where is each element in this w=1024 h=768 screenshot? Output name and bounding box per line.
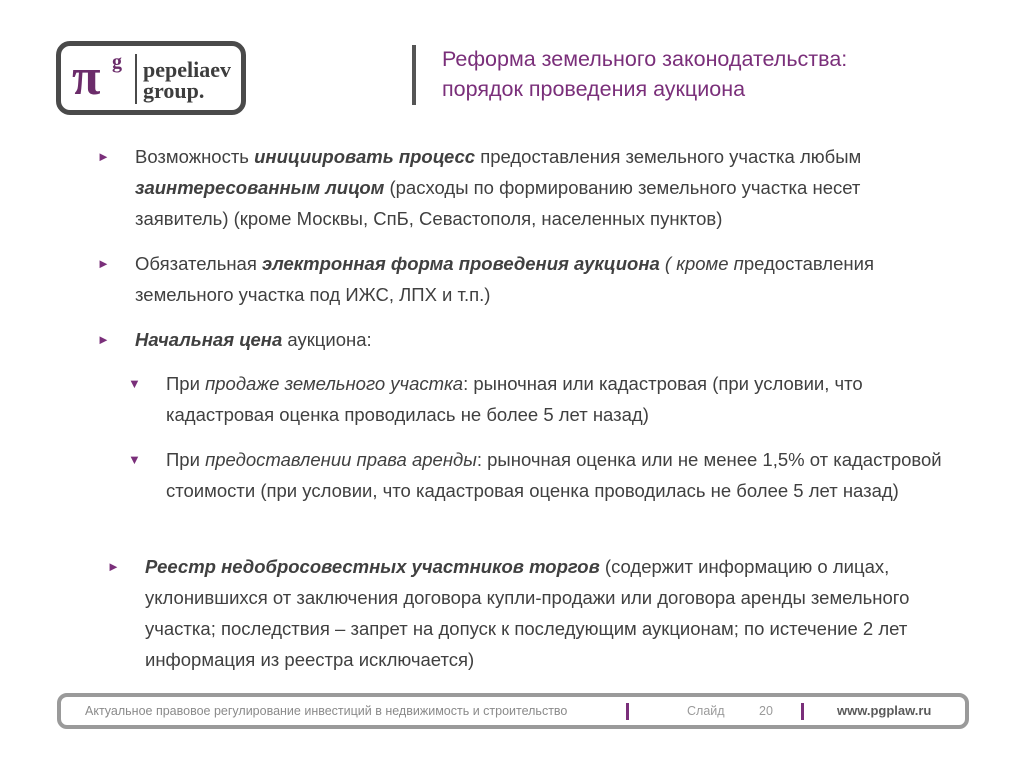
company-logo: [56, 41, 246, 115]
bullet-text: : рыночная или кадастровая (при условии, что кадастровая оценка проводилась не более 5 лет назад): [166, 373, 863, 425]
footer-separator: [626, 703, 629, 720]
bullet-item: [135, 324, 955, 355]
bullet-marker: ►: [97, 149, 110, 164]
footer-caption: Актуальное правовое регулирование инвестиций в недвижимость и строительство: [85, 704, 568, 718]
bullet-item: [145, 551, 965, 675]
footer-bar: [57, 693, 969, 729]
bullet-text: аукциона:: [282, 329, 372, 350]
logo-symbol: π: [72, 49, 101, 106]
bullet-marker: ►: [97, 332, 110, 347]
logo-line-1: pepeliaev: [143, 57, 231, 82]
emphasis-text: заинтересованным лицом: [135, 177, 385, 198]
emphasis-text: электронная форма проведения аукциона: [262, 253, 660, 274]
italic-text: продаже земельного участка: [205, 373, 464, 394]
logo-superscript: g: [112, 51, 122, 73]
bullet-text: При: [166, 373, 206, 394]
sub-bullet-marker: ▼: [128, 452, 141, 467]
bullet-item: [135, 248, 955, 310]
emphasis-text: инициировать процесс: [254, 146, 476, 167]
bullet-text: Обязательная: [135, 253, 262, 274]
title-line-2: порядок проведения аукциона: [442, 77, 746, 101]
bullet-text: При: [166, 449, 206, 470]
logo-divider: [135, 54, 137, 104]
italic-text: предоставлении права аренды: [205, 449, 477, 470]
sub-bullet-item: [166, 368, 956, 430]
bullet-item: [135, 141, 955, 234]
bullet-text: (содержит информацию о лицах, уклонившихся от заключения договора купли-продажи или договора аренды земельного участка; последствия – запрет на допуск к последующим аукционам; по истечение 2 лет информация из реестра исключается): [145, 556, 910, 670]
sub-bullet-item: [166, 444, 956, 506]
bullet-text: редоставления земельного участка под ИЖС, ЛПХ и т.п.): [135, 253, 874, 305]
footer-separator: [801, 703, 804, 720]
bullet-text: : рыночная оценка или не менее 1,5% от кадастровой стоимости (при условии, что кадастровая оценка проводилась не более 5 лет назад): [166, 449, 942, 501]
bullet-text: Возможность: [135, 146, 255, 167]
emphasis-text: Начальная цена: [135, 329, 283, 350]
slide-number: 20: [759, 704, 773, 718]
emphasis-text: Реестр недобросовестных участников торгов: [145, 556, 600, 577]
website-link[interactable]: www.pgplaw.ru: [837, 703, 932, 718]
sub-bullet-marker: ▼: [128, 376, 141, 391]
slide-title: [442, 44, 1002, 104]
logo-wordmark: [143, 59, 231, 101]
title-line-1: Реформа земельного законодательства:: [442, 47, 848, 71]
bullet-text: (расходы по формированию земельного участка несет заявитель) (кроме Москвы, СпБ, Севастополя, населенных пунктов): [135, 177, 861, 229]
bullet-text: предоставления земельного участка любым: [475, 146, 862, 167]
bullet-marker: ►: [107, 559, 120, 574]
bullet-marker: ►: [97, 256, 110, 271]
logo-line-2: group.: [143, 78, 205, 103]
italic-text: ( кроме п: [659, 253, 744, 274]
header-divider: [412, 45, 416, 105]
slide-label: Слайд: [687, 704, 725, 718]
